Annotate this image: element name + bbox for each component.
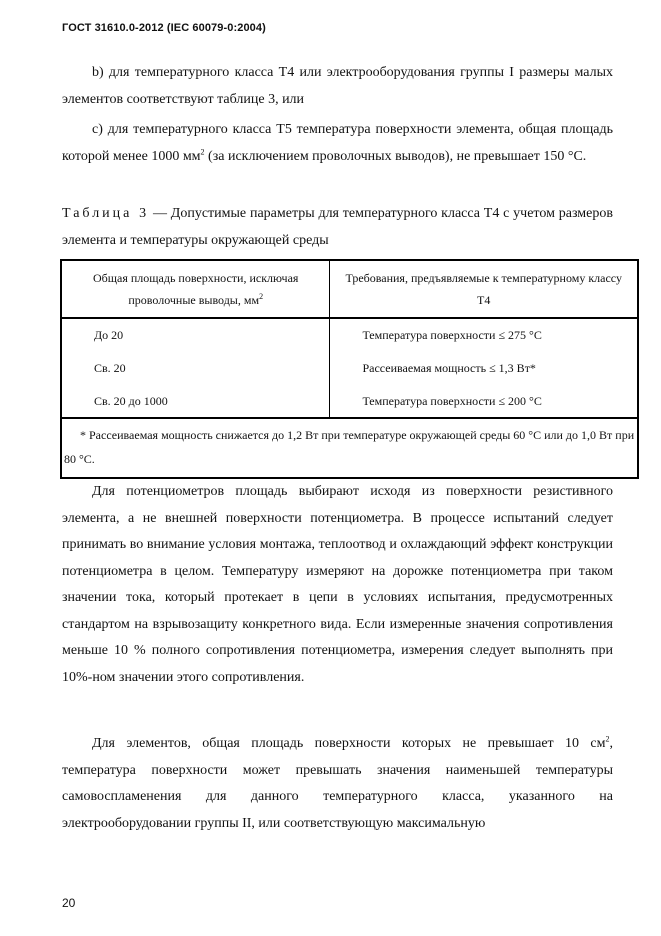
table-caption-label: Таблица 3 xyxy=(62,206,150,221)
table-caption xyxy=(62,201,613,254)
table-cell-area-text: Св. 20 xyxy=(94,361,126,375)
paragraph-b xyxy=(62,60,613,113)
table-header-row xyxy=(61,260,638,318)
paragraph-elements xyxy=(62,731,613,837)
table-row xyxy=(61,318,638,385)
paragraph-c-text-end: (за исключением проволочных выводов), не превышает 150 °С. xyxy=(204,148,587,164)
table-cell-requirement-text: Рассеиваемая мощность ≤ 1,3 Вт* xyxy=(362,361,536,375)
table-cell-area-text: До 20 xyxy=(94,328,124,342)
paragraph-potentiometers: Для потенциометров площадь выбирают исходя из поверхности резистивного элемента, а не внешней поверхности потенциометра. В процессе испытаний следует принимать во внимание условия монтажа, теплоотвод и охлаждающий эффект конструкции потенциометра в целом. Температуру измеряют на дорожке потенциометра при таком значении тока, который протекает в цепи в условиях испытания, предусмотренных стандартом на взрывозащиту конкретного вида. Если измеренные значения сопротивления меньше 10 % полного сопротивления потенциометра, измерения следует выполнять при 10%-ном значении этого сопротивления. xyxy=(62,484,613,685)
table-cell-area-text: Св. 20 до 1000 xyxy=(94,394,168,408)
table-caption-text: — Допустимые параметры для температурного класса Т4 с учетом размеров элемента и температуры окружающей среды xyxy=(62,206,613,248)
paragraph-elements-text-end: , температура поверхности может превышать значения наименьшей температуры самовоспламенения для данного температурного класса, указанного на электрооборудовании группы II, или соответствующую максимальную xyxy=(62,736,613,831)
paragraph-c xyxy=(62,117,613,170)
table-header-area-text: Общая площадь поверхности, исключая проволочные выводы, мм xyxy=(93,271,299,307)
parameters-table xyxy=(60,259,639,479)
paragraph-c-text: c) для температурного класса Т5 температура поверхности элемента, общая площадь которой менее 1000 мм xyxy=(62,122,613,164)
table-cell-requirement xyxy=(330,318,638,385)
paragraph-elements-text: Для элементов, общая площадь поверхности которых не превышает 10 см xyxy=(92,736,606,751)
table-cell-requirement xyxy=(330,385,638,418)
superscript: 2 xyxy=(259,292,264,301)
table-footnote-text: * Рассеиваемая мощность снижается до 1,2 Вт при температуре окружающей среды 60 °С или до 1,0 Вт при 80 °С. xyxy=(64,428,635,466)
table-cell-requirement-text: Температура поверхности ≤ 275 °С xyxy=(362,328,542,342)
table-header-requirement: Требования, предъявляемые к температурному классу Т4 xyxy=(330,260,638,318)
table-cell-area xyxy=(61,318,330,385)
table-cell-requirement-text: Температура поверхности ≤ 200 °С xyxy=(362,394,542,408)
superscript: 2 xyxy=(200,146,205,156)
page-number: 20 xyxy=(62,896,76,910)
table-footnote xyxy=(61,418,638,478)
table-row xyxy=(61,385,638,418)
document-header: ГОСТ 31610.0-2012 (IEC 60079-0:2004) xyxy=(62,22,266,34)
paragraph-b-text: b) для температурного класса Т4 или электрооборудования группы I размеры малых элементов соответствуют таблице 3, или xyxy=(62,65,613,107)
table-footnote-row xyxy=(61,418,638,478)
table-header-area xyxy=(61,260,330,318)
superscript: 2 xyxy=(605,734,610,744)
table-cell-area xyxy=(61,385,330,418)
